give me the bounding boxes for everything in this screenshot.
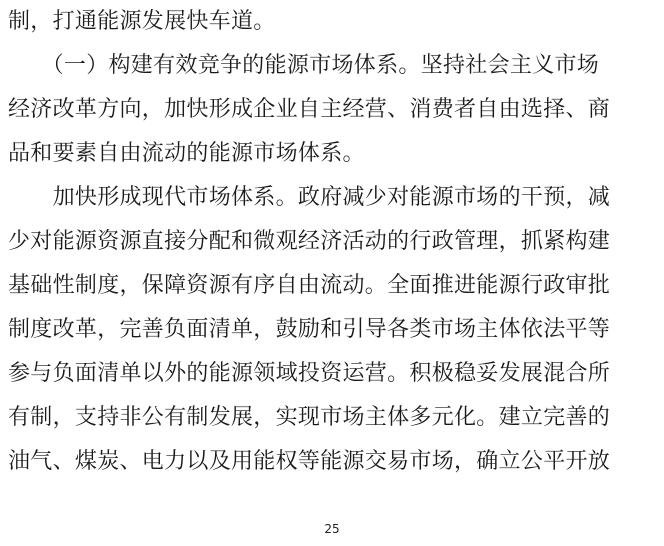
text-line: 制，打通能源发展快车道。 <box>8 9 276 34</box>
text-line: 参与负面清单以外的能源领域投资运营。积极稳妥发展混合所 <box>8 361 611 386</box>
text-line: 制度改革，完善负面清单，鼓励和引导各类市场主体依法平等 <box>8 317 611 342</box>
body-text <box>8 0 658 484</box>
text-line: 有制，支持非公有制发展，实现市场主体多元化。建立完善的 <box>8 405 611 430</box>
text-line: 加快形成现代市场体系。政府减少对能源市场的干预，减 <box>8 185 611 210</box>
text-line: 基础性制度，保障资源有序自由流动。全面推进能源行政审批 <box>8 273 611 298</box>
text-line: 少对能源资源直接分配和微观经济活动的行政管理，抓紧构建 <box>8 229 611 254</box>
text-line: 品和要素自由流动的能源市场体系。 <box>8 141 365 166</box>
text-line: （一）构建有效竞争的能源市场体系。坚持社会主义市场 <box>8 53 600 78</box>
page-number: 25 <box>324 522 340 536</box>
text-line: 经济改革方向，加快形成企业自主经营、消费者自由选择、商 <box>8 97 611 122</box>
text-line: 油气、煤炭、电力以及用能权等能源交易市场，确立公平开放 <box>8 449 611 474</box>
